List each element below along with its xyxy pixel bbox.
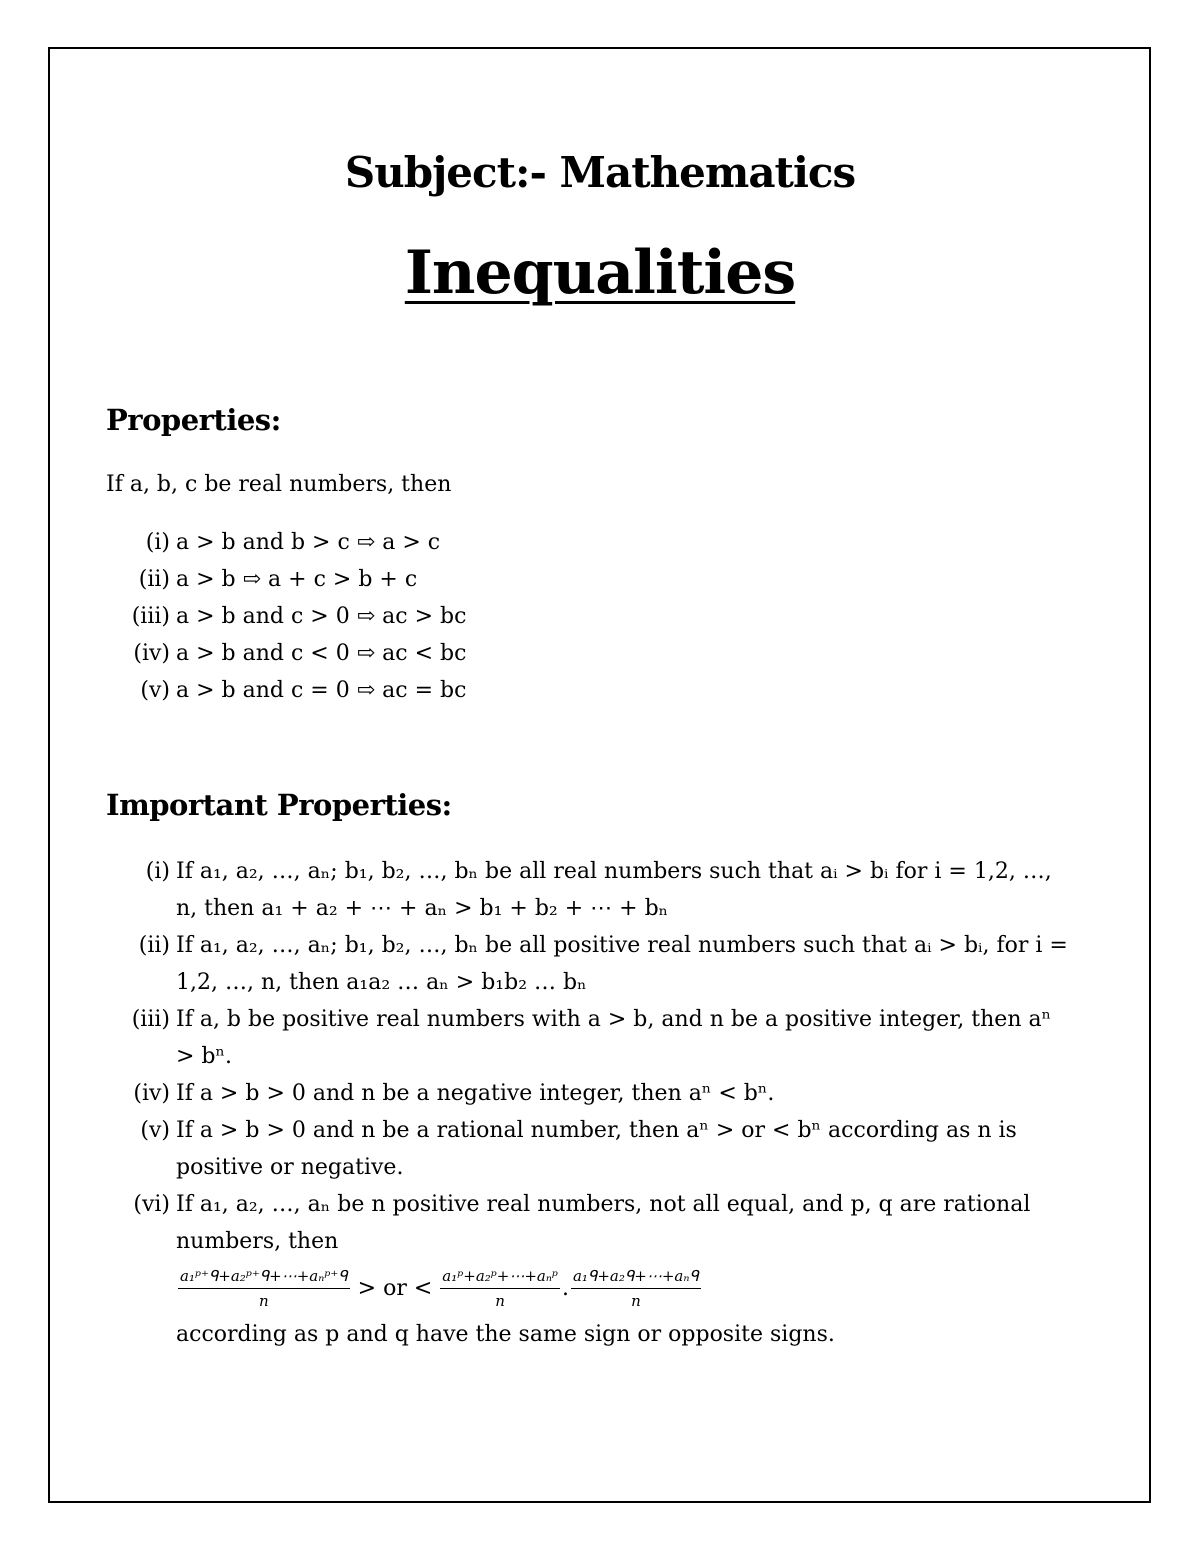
item-number: (ii) (138, 567, 170, 592)
item-text: a > b ⇨ a + c > b + c (176, 567, 418, 592)
item-number: (ii) (138, 933, 170, 958)
list-item (106, 598, 1076, 635)
item-text: If a₁, a₂, …, aₙ; b₁, b₂, …, bₙ be all real numbers such that aᵢ > bᵢ for i = 1,2, …, n, then a₁ + a₂ + ⋯ + aₙ > b₁ + b₂ + ⋯ + bₙ (176, 859, 1052, 921)
list-item (106, 927, 1076, 1001)
list-item (106, 1075, 1076, 1112)
item-text: a > b and c > 0 ⇨ ac > bc (176, 604, 467, 629)
list-item (106, 1186, 1076, 1353)
fraction-denominator: n (259, 1291, 269, 1310)
item-number: (iv) (133, 641, 170, 666)
list-item (106, 672, 1076, 709)
subject-heading: Subject:- Mathematics (344, 148, 856, 197)
item-text: a > b and c < 0 ⇨ ac < bc (176, 641, 467, 666)
item-text-block (176, 1186, 1076, 1353)
item-number: (iii) (131, 604, 170, 629)
list-item (106, 524, 1076, 561)
item-number: (iv) (133, 1081, 170, 1106)
fraction-numerator: a₁ᵖ+a₂ᵖ+⋯+aₙᵖ (440, 1267, 560, 1289)
properties-intro: If a, b, c be real numbers, then (106, 472, 452, 497)
item-text: If a₁, a₂, …, aₙ; b₁, b₂, …, bₙ be all positive real numbers such that aᵢ > bᵢ, for i = 1,2, …, n, then a₁a₂ … aₙ > b₁b₂ … bₙ (176, 933, 1068, 995)
relation-text: > or < (357, 1275, 433, 1301)
list-item (106, 853, 1076, 927)
fraction-q-sum (571, 1267, 701, 1310)
list-item (106, 1112, 1076, 1186)
fraction-power-sum (178, 1267, 350, 1310)
fraction-p-sum (440, 1267, 560, 1310)
item-text: a > b and c = 0 ⇨ ac = bc (176, 678, 467, 703)
item-number: (i) (145, 859, 170, 884)
fraction-formula (176, 1260, 1076, 1316)
fraction-numerator: a₁ᵖ⁺ᑫ+a₂ᵖ⁺ᑫ+⋯+aₙᵖ⁺ᑫ (178, 1267, 350, 1289)
fraction-numerator: a₁ᑫ+a₂ᑫ+⋯+aₙᑫ (571, 1267, 701, 1289)
properties-list (106, 524, 1076, 709)
page-title: Inequalities (404, 238, 796, 308)
product-dot: . (561, 1275, 569, 1301)
item-text: If a₁, a₂, …, aₙ be n positive real numbers, not all equal, and p, q are rational numbers, then (176, 1192, 1031, 1254)
closing-text: according as p and q have the same sign or opposite signs. (176, 1322, 835, 1347)
item-number: (v) (140, 1118, 170, 1143)
fraction-denominator: n (495, 1291, 505, 1310)
properties-heading: Properties: (106, 403, 281, 437)
item-text: If a > b > 0 and n be a negative integer, then aⁿ < bⁿ. (176, 1081, 775, 1106)
fraction-denominator: n (631, 1291, 641, 1310)
list-item (106, 635, 1076, 672)
item-text: a > b and b > c ⇨ a > c (176, 530, 441, 555)
item-number: (i) (145, 530, 170, 555)
list-item (106, 561, 1076, 598)
important-heading: Important Properties: (106, 788, 452, 822)
item-number: (v) (140, 678, 170, 703)
item-text: If a, b be positive real numbers with a > b, and n be a positive integer, then aⁿ > bⁿ. (176, 1007, 1052, 1069)
list-item (106, 1001, 1076, 1075)
item-number: (vi) (133, 1192, 170, 1217)
item-text: If a > b > 0 and n be a rational number, then aⁿ > or < bⁿ according as n is positive or negative. (176, 1118, 1017, 1180)
item-number: (iii) (131, 1007, 170, 1032)
important-list (106, 853, 1076, 1353)
